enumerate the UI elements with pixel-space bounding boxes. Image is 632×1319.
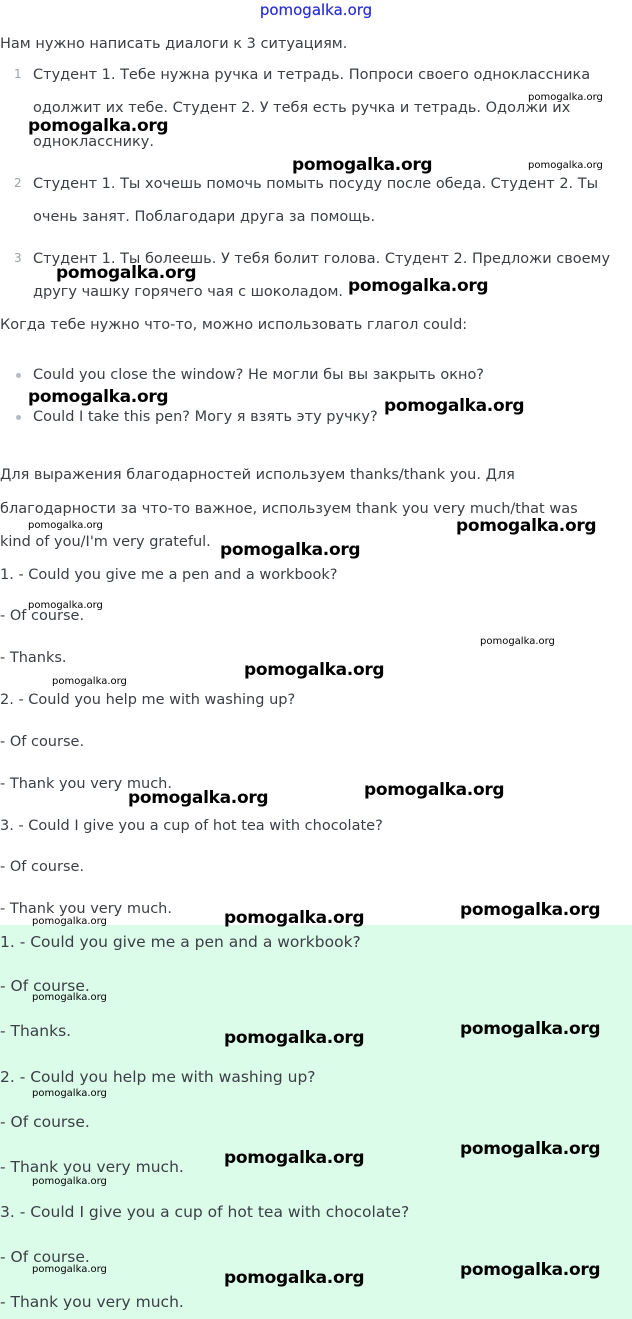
watermark: pomogalka.org — [364, 780, 505, 800]
bullet-icon — [16, 415, 21, 420]
watermark: pomogalka.org — [528, 92, 603, 103]
dialog-line: - Thanks. — [0, 650, 67, 666]
site-link[interactable]: pomogalka.org — [259, 1, 373, 19]
watermark: pomogalka.org — [348, 276, 489, 296]
dialog-line: 2. - Could you help me with washing up? — [0, 692, 296, 708]
watermark: pomogalka.org — [32, 916, 107, 927]
answer-line: 1. - Could you give me a pen and a workbook? — [0, 933, 361, 951]
watermark: pomogalka.org — [384, 396, 525, 416]
watermark: pomogalka.org — [32, 992, 107, 1003]
watermark: pomogalka.org — [460, 1260, 601, 1280]
situation-1-line-1: Студент 1. Тебе нужна ручка и тетрадь. Попроси своего одноклассника — [33, 67, 591, 83]
situation-number: 1 — [14, 67, 22, 81]
situation-number: 2 — [14, 176, 22, 190]
watermark: pomogalka.org — [224, 1148, 365, 1168]
watermark: pomogalka.org — [460, 900, 601, 920]
situation-3-line-2: другу чашку горячего чая с шоколадом. — [33, 284, 344, 300]
watermark: pomogalka.org — [220, 540, 361, 560]
watermark: pomogalka.org — [28, 116, 169, 136]
watermark: pomogalka.org — [32, 1088, 107, 1099]
watermark: pomogalka.org — [460, 1019, 601, 1039]
watermark: pomogalka.org — [224, 1268, 365, 1288]
watermark: pomogalka.org — [456, 516, 597, 536]
example-item: Could you close the window? Не могли бы вы закрыть окно? — [33, 367, 485, 383]
dialog-line: - Thank you very much. — [0, 901, 172, 917]
watermark: pomogalka.org — [32, 1176, 107, 1187]
answer-line: - Of course. — [0, 977, 90, 995]
watermark: pomogalka.org — [480, 636, 555, 647]
situation-2-line-2: очень занят. Поблагодари друга за помощь. — [33, 209, 376, 225]
thanks-line-2: благодарности за что-то важное, используем thank you very much/that was — [0, 501, 578, 517]
answer-line: - Thanks. — [0, 1022, 72, 1040]
could-intro: Когда тебе нужно что-то, можно использовать глагол could: — [0, 317, 468, 333]
answer-line: - Of course. — [0, 1248, 90, 1266]
watermark: pomogalka.org — [528, 160, 603, 171]
watermark: pomogalka.org — [224, 1028, 365, 1048]
answer-line: 3. - Could I give you a cup of hot tea with chocolate? — [0, 1203, 410, 1221]
watermark: pomogalka.org — [224, 908, 365, 928]
watermark: pomogalka.org — [28, 520, 103, 531]
watermark: pomogalka.org — [32, 1264, 107, 1275]
dialog-line: - Of course. — [0, 734, 85, 750]
task-intro: Нам нужно написать диалоги к 3 ситуациям. — [0, 36, 348, 52]
thanks-line-3: kind of you/I'm very grateful. — [0, 534, 211, 550]
dialog-line: - Thank you very much. — [0, 776, 172, 792]
thanks-line-1: Для выражения благодарностей используем thanks/thank you. Для — [0, 467, 515, 483]
situation-2-line-1: Студент 1. Ты хочешь помочь помыть посуду после обеда. Студент 2. Ты — [33, 176, 599, 192]
watermark: pomogalka.org — [28, 387, 169, 407]
watermark: pomogalka.org — [128, 788, 269, 808]
watermark: pomogalka.org — [460, 1139, 601, 1159]
situation-1-line-2: одолжит их тебе. Студент 2. У тебя есть ручка и тетрадь. Одолжи их — [33, 100, 571, 116]
watermark: pomogalka.org — [244, 660, 385, 680]
dialog-line: - Of course. — [0, 859, 85, 875]
answer-line: 2. - Could you help me with washing up? — [0, 1068, 316, 1086]
dialog-line: 1. - Could you give me a pen and a workbook? — [0, 567, 338, 583]
watermark: pomogalka.org — [56, 263, 197, 283]
situation-number: 3 — [14, 251, 22, 265]
watermark: pomogalka.org — [292, 155, 433, 175]
situation-3-line-1: Студент 1. Ты болеешь. У тебя болит голова. Студент 2. Предложи своему — [33, 251, 611, 267]
bullet-icon — [16, 373, 21, 378]
watermark: pomogalka.org — [28, 600, 103, 611]
watermark: pomogalka.org — [52, 676, 127, 687]
example-item: Could I take this pen? Могу я взять эту ручку? — [33, 409, 378, 425]
answer-line: - Thank you very much. — [0, 1158, 184, 1176]
dialog-line: - Of course. — [0, 608, 85, 624]
situation-1-line-3: однокласснику. — [33, 134, 154, 150]
answer-line: - Thank you very much. — [0, 1293, 184, 1311]
dialog-line: 3. - Could I give you a cup of hot tea with chocolate? — [0, 818, 383, 834]
answer-line: - Of course. — [0, 1113, 90, 1131]
